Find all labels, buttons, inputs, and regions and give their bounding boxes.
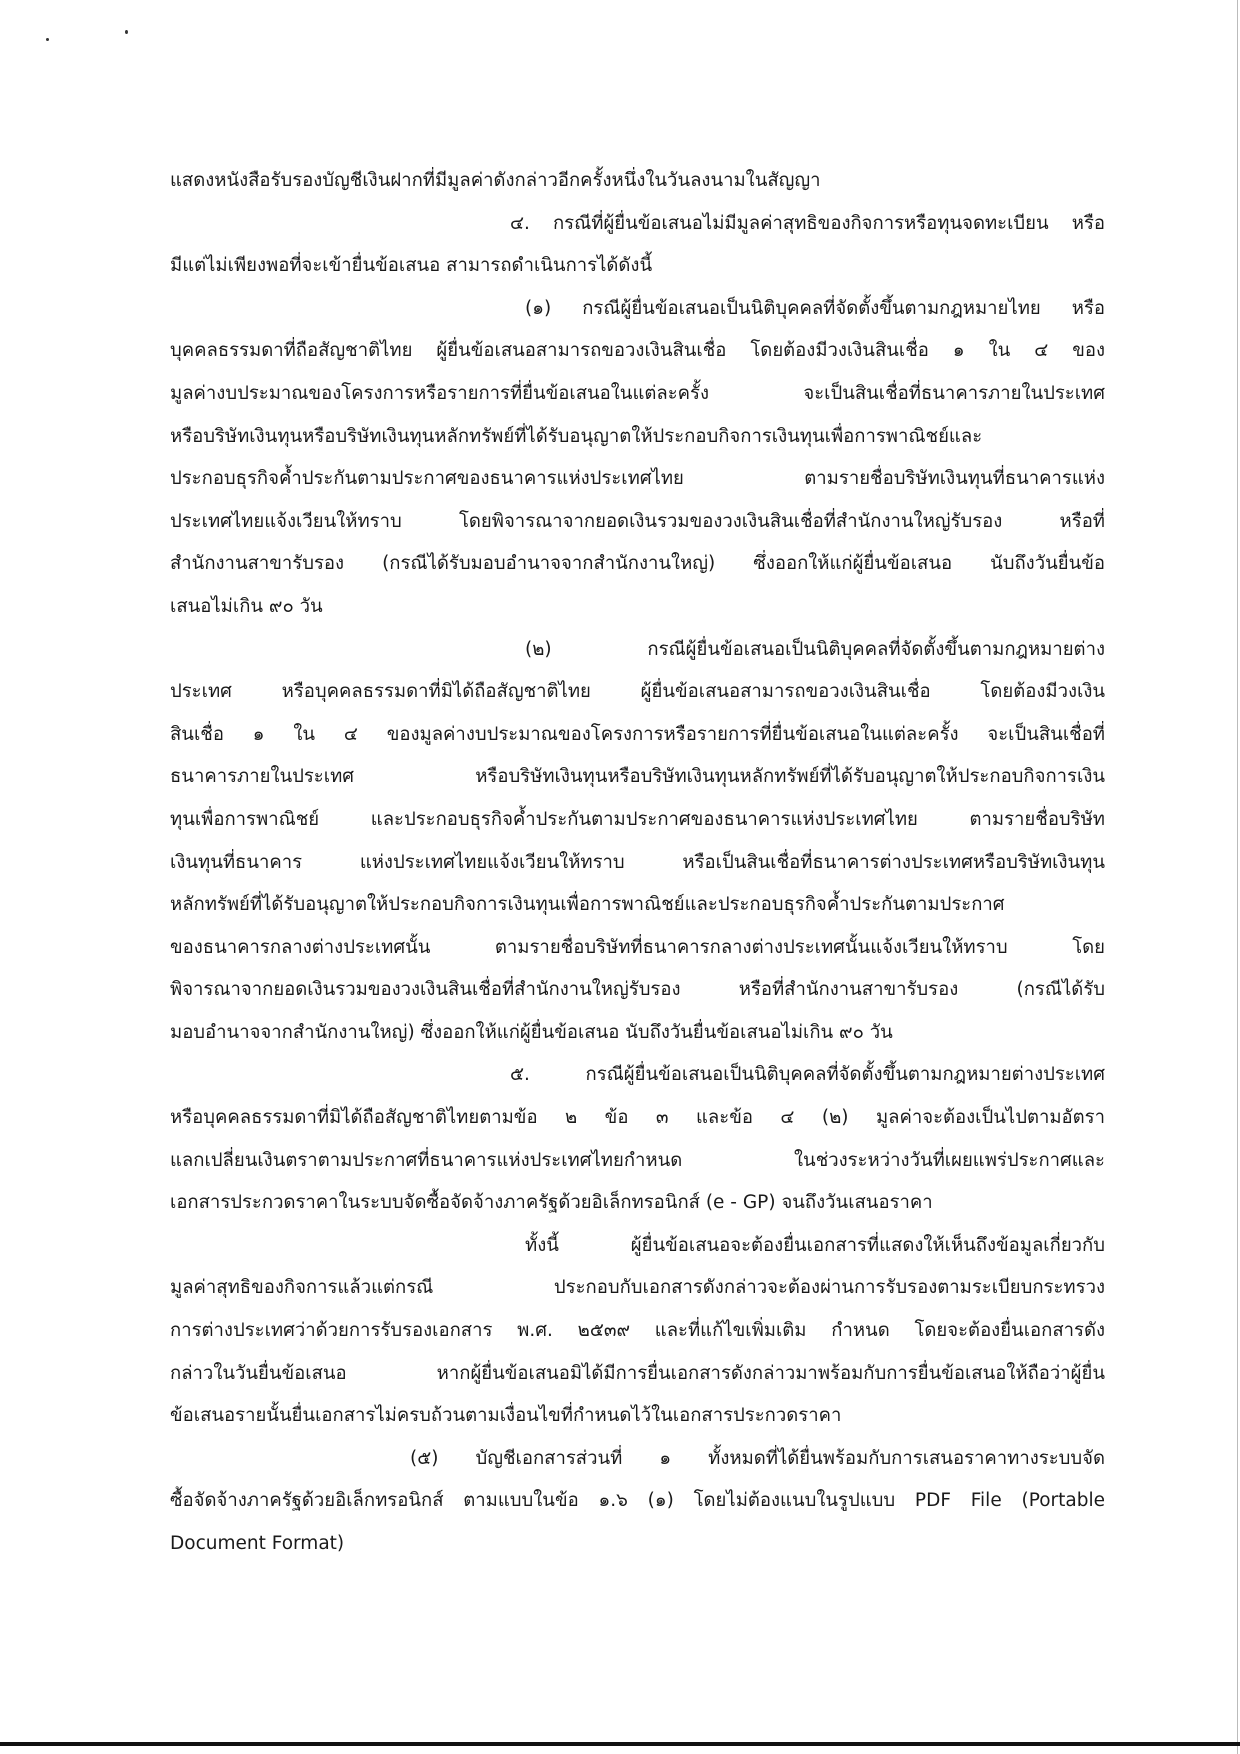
paragraph-line: พิจารณาจากยอดเงินรวมของวงเงินสินเชื่อที่สำนักงานใหญ่รับรอง หรือที่สำนักงานสาขารับรอง (กรณีได้รับ	[170, 979, 1105, 1001]
section-5-heading: ๕. กรณีผู้ยื่นข้อเสนอเป็นนิติบุคคลที่จัดตั้งขึ้นตามกฎหมายต่างประเทศ	[510, 1064, 1105, 1086]
item-4-1-heading: (๑) กรณีผู้ยื่นข้อเสนอเป็นนิติบุคคลที่จัดตั้งขึ้นตามกฎหมายไทย หรือ	[525, 297, 1105, 319]
paragraph-line: ประเทศ หรือบุคคลธรรมดาที่มิได้ถือสัญชาติไทย ผู้ยื่นข้อเสนอสามารถขอวงเงินสินเชื่อ โดยต้องมีวงเงิน	[170, 681, 1105, 703]
paragraph-line: แสดงหนังสือรับรองบัญชีเงินฝากที่มีมูลค่าดังกล่าวอีกครั้งหนึ่งในวันลงนามในสัญญา	[170, 170, 821, 191]
paragraph-line: หรือบุคคลธรรมดาที่มิได้ถือสัญชาติไทยตามข้อ ๒ ข้อ ๓ และข้อ ๔ (๒) มูลค่าจะต้องเป็นไปตามอัตรา	[170, 1107, 1105, 1129]
paragraph-line: บุคคลธรรมดาที่ถือสัญชาติไทย ผู้ยื่นข้อเสนอสามารถขอวงเงินสินเชื่อ โดยต้องมีวงเงินสินเชื่อ ๑ ใน ๔ ของ	[170, 340, 1105, 362]
item-4-2-heading: (๒) กรณีผู้ยื่นข้อเสนอเป็นนิติบุคคลที่จัดตั้งขึ้นตามกฎหมายต่าง	[525, 638, 1105, 660]
paragraph-line: แลกเปลี่ยนเงินตราตามประกาศที่ธนาคารแห่งประเทศไทยกำหนด ในช่วงระหว่างวันที่เผยแพร่ประกาศและ	[170, 1149, 1105, 1171]
scan-dot-1	[46, 38, 49, 41]
paragraph-line: มูลค่างบประมาณของโครงการหรือรายการที่ยื่นข้อเสนอในแต่ละครั้ง จะเป็นสินเชื่อที่ธนาคารภายในประเทศ	[170, 382, 1105, 404]
note-heading: ทั้งนี้ ผู้ยื่นข้อเสนอจะต้องยื่นเอกสารที่แสดงให้เห็นถึงข้อมูลเกี่ยวกับ	[525, 1234, 1105, 1256]
document-body	[170, 160, 1105, 1566]
paragraph-line: ของธนาคารกลางต่างประเทศนั้น ตามรายชื่อบริษัทที่ธนาคารกลางต่างประเทศนั้นแจ้งเวียนให้ทราบ โดย	[170, 936, 1105, 958]
paragraph-line: มูลค่าสุทธิของกิจการแล้วแต่กรณี ประกอบกับเอกสารดังกล่าวจะต้องผ่านการรับรองตามระเบียบกระทรวง	[170, 1277, 1105, 1299]
paragraph-line: ประกอบธุรกิจค้ำประกันตามประกาศของธนาคารแห่งประเทศไทย ตามรายชื่อบริษัทเงินทุนที่ธนาคารแห่ง	[170, 468, 1105, 490]
section-4-heading: ๔. กรณีที่ผู้ยื่นข้อเสนอไม่มีมูลค่าสุทธิของกิจการหรือทุนจดทะเบียน หรือ	[510, 212, 1105, 234]
paragraph-line: ซื้อจัดจ้างภาครัฐด้วยอิเล็กทรอนิกส์ ตามแบบในข้อ ๑.๖ (๑) โดยไม่ต้องแนบในรูปแบบ PDF File (Portable	[170, 1490, 1105, 1512]
paragraph-line: ประเทศไทยแจ้งเวียนให้ทราบ โดยพิจารณาจากยอดเงินรวมของวงเงินสินเชื่อที่สำนักงานใหญ่รับรอง หรือที่	[170, 510, 1105, 532]
paragraph-line: เงินทุนที่ธนาคาร แห่งประเทศไทยแจ้งเวียนให้ทราบ หรือเป็นสินเชื่อที่ธนาคารต่างประเทศหรือบริษัทเงินทุน	[170, 851, 1105, 873]
paragraph-line: ข้อเสนอรายนั้นยื่นเอกสารไม่ครบถ้วนตามเงื่อนไขที่กำหนดไว้ในเอกสารประกวดราคา	[170, 1405, 842, 1427]
page-edge	[1237, 0, 1238, 1754]
paragraph-line: สินเชื่อ ๑ ใน ๔ ของมูลค่างบประมาณของโครงการหรือรายการที่ยื่นข้อเสนอในแต่ละครั้ง จะเป็นสินเชื่อที่	[170, 723, 1105, 745]
paragraph-line: ธนาคารภายในประเทศ หรือบริษัทเงินทุนหรือบริษัทเงินทุนหลักทรัพย์ที่ได้รับอนุญาตให้ประกอบกิจการเงิน	[170, 766, 1105, 788]
scan-bottom-border	[0, 1742, 1240, 1746]
paragraph-line: หลักทรัพย์ที่ได้รับอนุญาตให้ประกอบกิจการเงินทุนเพื่อการพาณิชย์และประกอบธุรกิจค้ำประกันตามประกาศ	[170, 894, 1005, 916]
paragraph-line: สำนักงานสาขารับรอง (กรณีได้รับมอบอำนาจจากสำนักงานใหญ่) ซึ่งออกให้แก่ผู้ยื่นข้อเสนอ นับถึงวันยื่นข้อ	[170, 553, 1105, 575]
paragraph-line: กล่าวในวันยื่นข้อเสนอ หากผู้ยื่นข้อเสนอมิได้มีการยื่นเอกสารดังกล่าวมาพร้อมกับการยื่นข้อเสนอให้ถือว่าผู้ยื่น	[170, 1362, 1105, 1384]
paragraph-line: เสนอไม่เกิน ๙๐ วัน	[170, 595, 323, 617]
paragraph-line: มอบอำนาจจากสำนักงานใหญ่) ซึ่งออกให้แก่ผู้ยื่นข้อเสนอ นับถึงวันยื่นข้อเสนอไม่เกิน ๙๐ วัน	[170, 1021, 893, 1043]
item-5-heading: (๕) บัญชีเอกสารส่วนที่ ๑ ทั้งหมดที่ได้ยื่นพร้อมกับการเสนอราคาทางระบบจัด	[410, 1447, 1105, 1469]
scan-dot-2	[125, 30, 128, 34]
paragraph-line: หรือบริษัทเงินทุนหรือบริษัทเงินทุนหลักทรัพย์ที่ได้รับอนุญาตให้ประกอบกิจการเงินทุนเพื่อการพาณิชย์และ	[170, 425, 983, 447]
paragraph-line: เอกสารประกวดราคาในระบบจัดซื้อจัดจ้างภาครัฐด้วยอิเล็กทรอนิกส์ (e - GP) จนถึงวันเสนอราคา	[170, 1192, 933, 1214]
paragraph-line: Document Format)	[170, 1533, 345, 1554]
paragraph-line: มีแต่ไม่เพียงพอที่จะเข้ายื่นข้อเสนอ สามารถดำเนินการได้ดังนี้	[170, 255, 653, 277]
paragraph-line: ทุนเพื่อการพาณิชย์ และประกอบธุรกิจค้ำประกันตามประกาศของธนาคารแห่งประเทศไทย ตามรายชื่อบริษัท	[170, 808, 1105, 830]
paragraph-line: การต่างประเทศว่าด้วยการรับรองเอกสาร พ.ศ. ๒๕๓๙ และที่แก้ไขเพิ่มเติม กำหนด โดยจะต้องยื่นเอกสารดัง	[170, 1320, 1105, 1342]
